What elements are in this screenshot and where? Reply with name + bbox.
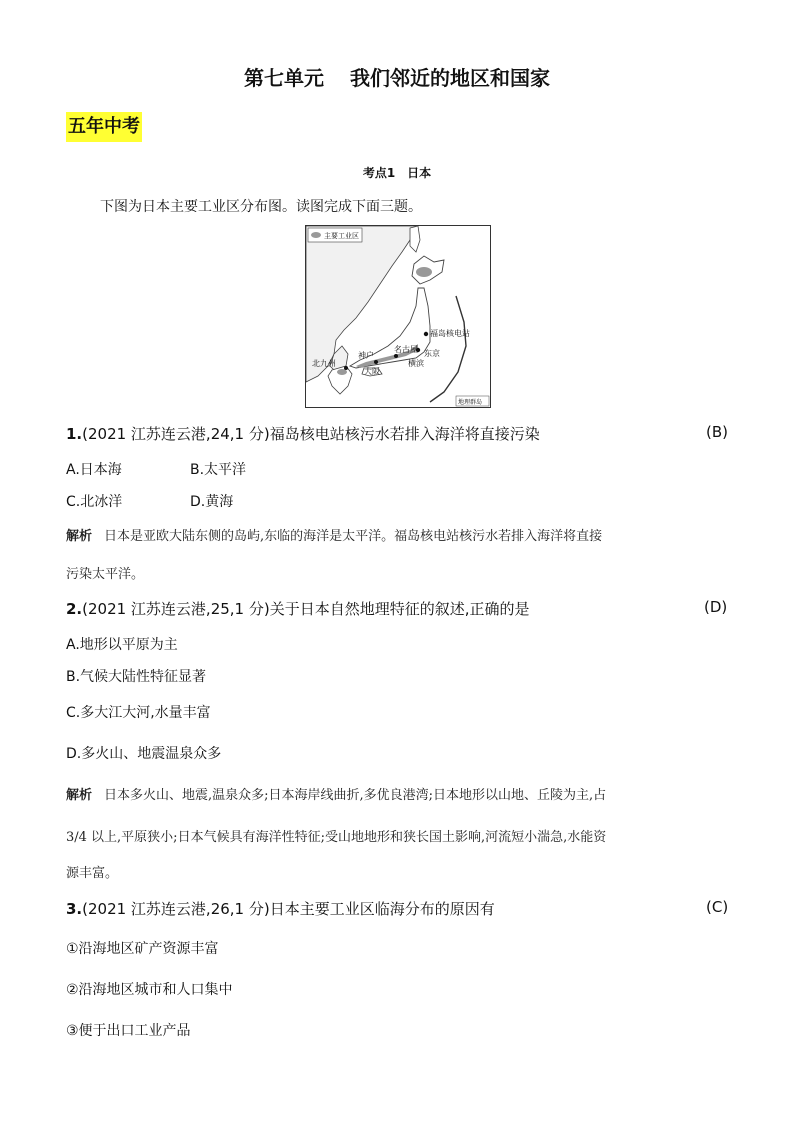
legend-swatch	[311, 232, 321, 238]
question-1-explanation-line-2: 污染太平洋。	[66, 567, 145, 582]
osaka-label: 大阪	[364, 367, 380, 376]
kobe-label: 神户	[358, 351, 374, 360]
map-drawing	[306, 226, 490, 407]
intro-text: 下图为日本主要工业区分布图。读图完成下面三题。	[100, 199, 422, 215]
question-3-stem	[66, 898, 495, 919]
question-2-explanation-line-3: 源丰富。	[66, 866, 119, 881]
yokohama-label: 横滨	[408, 359, 424, 368]
question-1-number: 1.	[66, 425, 83, 443]
japan-industrial-map	[305, 225, 491, 408]
question-1-option-b: B.太平洋	[190, 462, 247, 478]
question-1-stem	[66, 423, 540, 444]
question-2-option-d: D.多火山、地震温泉众多	[66, 746, 222, 762]
question-1-explanation-line-1	[66, 525, 602, 544]
question-2-option-a: A.地形以平原为主	[66, 637, 178, 653]
question-3-number: 3.	[66, 900, 83, 918]
title-topic: 我们邻近的地区和国家	[350, 66, 550, 90]
question-1-source: (2021 江苏连云港,24,1 分)	[82, 425, 270, 443]
question-2-stem	[66, 598, 530, 619]
question-3-answer: (C)	[706, 898, 729, 916]
legend-label: 主要工业区	[324, 232, 359, 240]
question-3-option-1: ①沿海地区矿产资源丰富	[66, 941, 219, 957]
title-unit: 第七单元	[244, 66, 324, 90]
tokyo-label: 东京	[424, 349, 440, 358]
osaka-point	[374, 360, 378, 364]
map-credit: 地理群岛	[458, 399, 483, 406]
question-3-source: (2021 江苏连云港,26,1 分)	[82, 900, 270, 918]
question-3-option-3: ③便于出口工业产品	[66, 1023, 191, 1039]
question-2-explanation-line-2: 3/4 以上,平原狭小;日本气候具有海洋性特征;受山地地形和狭长国土影响,河流短小湍急,水能资	[66, 830, 607, 845]
question-2-explanation-line-1	[66, 784, 606, 803]
sakhalin-shape	[410, 226, 420, 252]
question-2-answer: (D)	[704, 598, 728, 616]
question-1-option-c: C.北冰洋	[66, 494, 123, 510]
section-heading: 考点1 日本	[362, 166, 432, 180]
kitakyushu-label: 北九州	[312, 359, 336, 368]
explanation-label: 解析	[66, 529, 93, 544]
nagoya-label: 名古屋	[394, 345, 418, 354]
question-2-number: 2.	[66, 600, 83, 618]
hokkaido-industrial-zone	[416, 267, 432, 277]
question-1-option-a: A.日本海	[66, 462, 122, 478]
question-2-option-b: B.气候大陆性特征显著	[66, 669, 207, 685]
section-badge: 五年中考	[66, 112, 142, 142]
explanation-text: 日本多火山、地震,温泉众多;日本海岸线曲折,多优良港湾;日本地形以山地、丘陵为主,占	[104, 788, 607, 803]
question-3-text: 日本主要工业区临海分布的原因有	[269, 900, 495, 918]
question-2-text: 关于日本自然地理特征的叙述,正确的是	[269, 600, 530, 618]
fukushima-label: 福岛核电站	[430, 329, 470, 338]
question-3-option-2: ②沿海地区城市和人口集中	[66, 982, 233, 998]
question-1-answer: (B)	[706, 423, 728, 441]
question-1-option-d: D.黄海	[190, 494, 234, 510]
fukushima-point	[424, 332, 428, 336]
nagoya-point	[394, 354, 398, 358]
kitakyushu-point	[344, 366, 348, 370]
explanation-label: 解析	[66, 788, 93, 803]
question-2-option-c: C.多大江大河,水量丰富	[66, 705, 211, 721]
question-1-text: 福岛核电站核污水若排入海洋将直接污染	[269, 425, 540, 443]
question-2-source: (2021 江苏连云港,25,1 分)	[82, 600, 270, 618]
page-title	[0, 62, 794, 91]
explanation-text: 日本是亚欧大陆东侧的岛屿,东临的海洋是太平洋。福岛核电站核污水若排入海洋将直接	[104, 529, 603, 544]
